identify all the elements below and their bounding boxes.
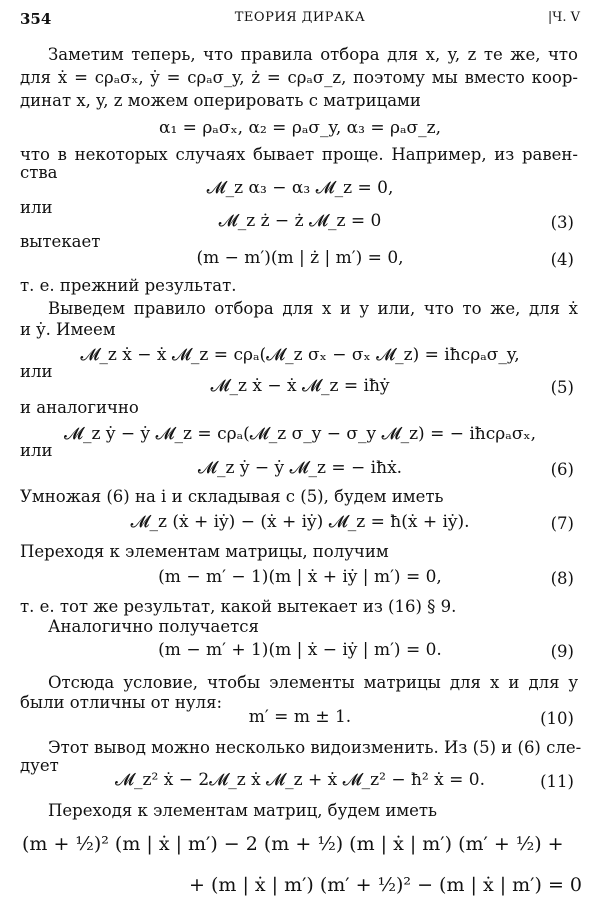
paragraph-line: Переходя к элементам матриц, будем иметь [48,801,438,820]
equation-number: (10) [540,709,574,728]
running-title: ТЕОРИЯ ДИРАКА [234,10,366,25]
paragraph-line: что в некоторых случаях бывает проще. Например, из равен- [20,145,578,164]
paragraph-line: или [20,362,53,381]
paragraph-line: Заметим теперь, что правила отбора для x, y, z те же, что [48,45,578,64]
equation: + (m | ẋ | m′) (m′ + ½)² − (m | ẋ | m′) = 0 [189,874,582,896]
paragraph-line: и аналогично [20,398,139,417]
equation: 𝓜_z ẏ − ẏ 𝓜_z = − iħẋ. [197,458,403,478]
equation: 𝓜_z ẋ − ẋ 𝓜_z = cρₐ(𝓜_z σₓ − σₓ 𝓜_z) = iħcρₐσ_y, [80,345,520,365]
paragraph-line: т. е. прежний результат. [20,276,237,295]
paragraph-line: т. е. тот же результат, какой вытекает из (16) § 9. [20,597,457,616]
equation-number: (3) [550,213,574,232]
paragraph-line: Выведем правило отбора для x и y или, что то же, для ẋ [48,299,578,318]
equation: 𝓜_z (ẋ + iẏ) − (ẋ + iẏ) 𝓜_z = ħ(ẋ + iẏ). [130,512,470,532]
equation: 𝓜_z α₃ − α₃ 𝓜_z = 0, [206,178,394,198]
paragraph-line: дует [20,756,59,775]
equation: 𝓜_z ẋ − ẋ 𝓜_z = iħẏ [210,376,390,396]
equation-number: (11) [540,772,574,791]
paragraph-line: Переходя к элементам матрицы, получим [20,542,389,561]
equation-number: (7) [550,514,574,533]
part-label: |Ч. V [547,10,580,25]
equation-number: (5) [550,378,574,397]
equation: m′ = m ± 1. [248,707,352,727]
equation: (m − m′ − 1)(m | ẋ + iẏ | m′) = 0, [158,567,442,587]
paragraph-line: Отсюда условие, чтобы элементы матрицы для x и для y [48,673,578,692]
equation-number: (8) [550,569,574,588]
paragraph-line: и ẏ. Имеем [20,320,116,339]
equation: 𝓜_z² ẋ − 2𝓜_z ẋ 𝓜_z + ẋ 𝓜_z² − ħ² ẋ = 0. [115,770,485,790]
paragraph-line: были отличны от нуля: [20,693,223,712]
paragraph-line: Умножая (6) на i и складывая с (5), будем иметь [20,487,444,506]
paragraph-line: ства [20,163,58,182]
equation: 𝓜_z ẏ − ẏ 𝓜_z = cρₐ(𝓜_z σ_y − σ_y 𝓜_z) = − iħcρₐσₓ, [63,424,537,444]
paragraph-line: динат x, y, z можем оперировать с матрицами [20,91,421,110]
paragraph-line: или [20,441,53,460]
equation-number: (9) [550,642,574,661]
paragraph-line: для ẋ = cρₐσₓ, ẏ = cρₐσ_y, ż = cρₐσ_z, поэтому мы вместо коор- [20,68,578,87]
equation: 𝓜_z ż − ż 𝓜_z = 0 [218,211,382,231]
equation: (m − m′)(m | ż | m′) = 0, [196,248,404,268]
equation-number: (6) [550,460,574,479]
paragraph-line: вытекает [20,232,101,251]
paragraph-line: Аналогично получается [48,617,259,636]
paragraph-line: или [20,198,53,217]
equation: (m + ½)² (m | ẋ | m′) − 2 (m + ½) (m | ẋ | m′) (m′ + ½) + [22,833,564,855]
equation: (m − m′ + 1)(m | ẋ − iẏ | m′) = 0. [158,640,442,660]
equation: α₁ = ρₐσₓ, α₂ = ρₐσ_y, α₃ = ρₐσ_z, [158,118,442,138]
paragraph-line: Этот вывод можно несколько видоизменить. Из (5) и (6) сле- [48,738,582,757]
equation-number: (4) [550,250,574,269]
page-number: 354 [20,10,52,28]
